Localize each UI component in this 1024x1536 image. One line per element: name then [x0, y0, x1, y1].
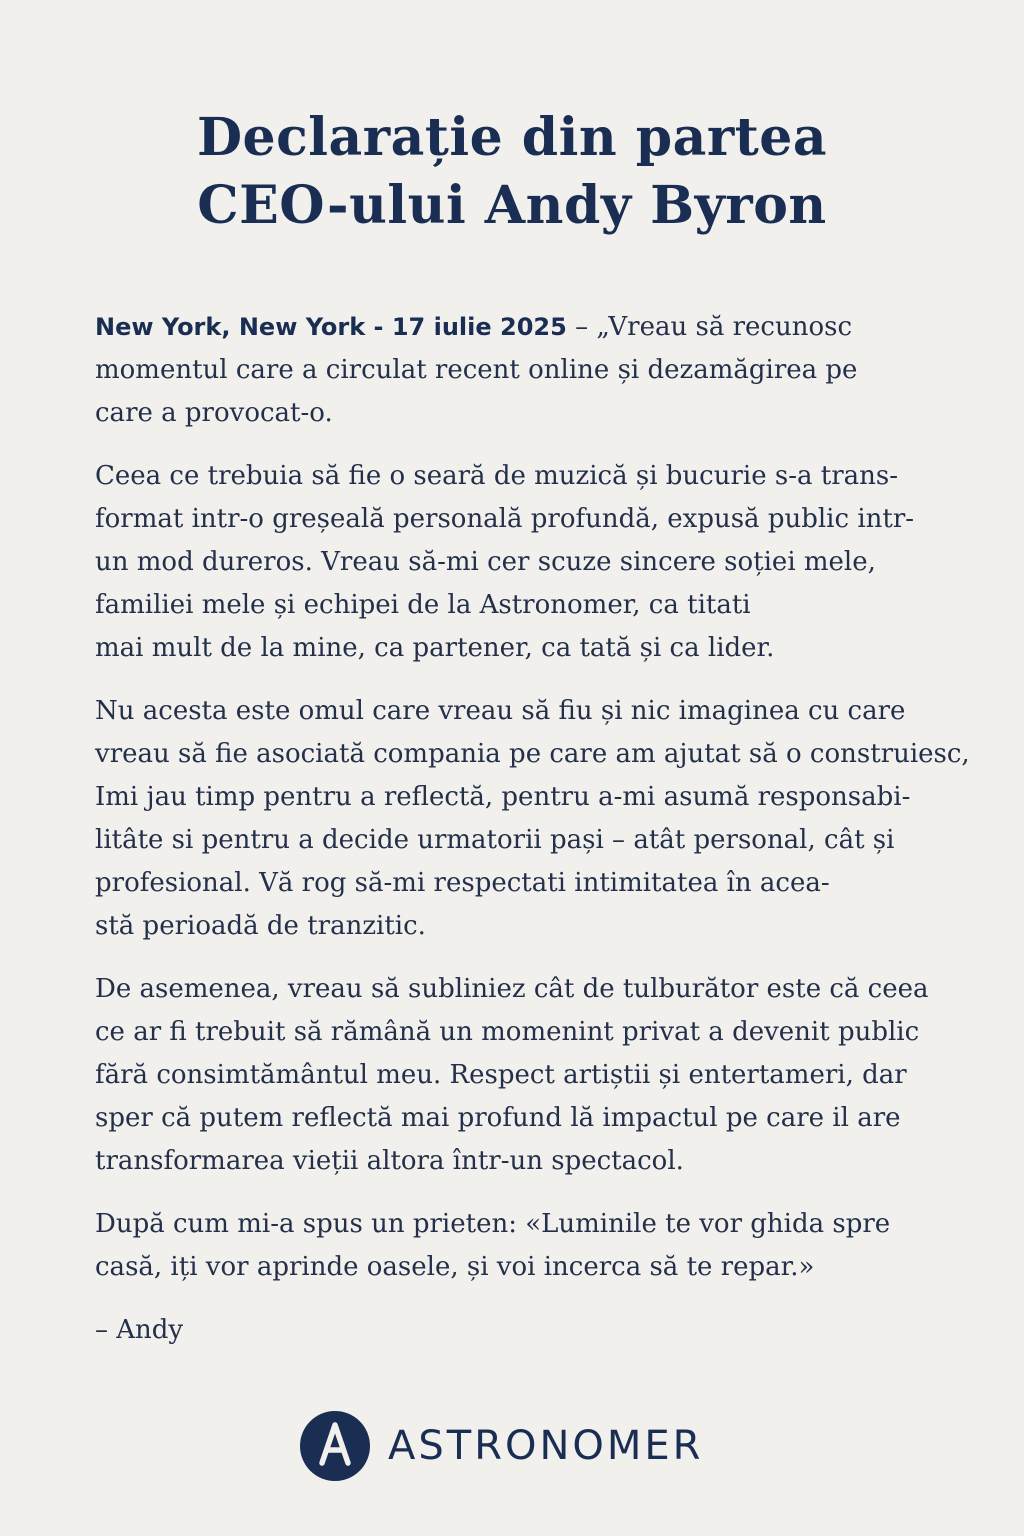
paragraph-line: stă perioadă de tranzitic.	[95, 911, 426, 941]
paragraph-line: ce ar fi trebuit să rămână un momenint privat a devenit public	[95, 1017, 920, 1047]
paragraph-line: litâte si pentru a decide urmatorii pași – atât personal, cât și	[95, 825, 895, 855]
paragraph-gap	[95, 1183, 955, 1203]
paragraph-line: sper că putem reflectă mai profund lă impactul pe care il are	[95, 1103, 901, 1133]
paragraph-text: – „Vreau să recunosc	[575, 312, 853, 342]
paragraph-line: vreau să fie asociată compania pe care am ajutat să o construiesc,	[95, 739, 970, 769]
paragraph-line: familiei mele și echipei de la Astronomer, ca titati	[95, 590, 751, 620]
paragraph-line: un mod dureros. Vreau să-mi cer scuze sincere soției mele,	[95, 547, 876, 577]
logo-wordmark: ASTRONOMER	[388, 1423, 704, 1469]
paragraph-intro	[95, 306, 955, 435]
paragraph-quote	[95, 1203, 955, 1289]
paragraph-line: fără consimtământul meu. Respect artiștii și entertameri, dar	[95, 1060, 907, 1090]
paragraph-line: care a provocat-o.	[95, 398, 333, 428]
paragraph-gap	[95, 1289, 955, 1309]
title-line: Declarație din partea	[196, 107, 828, 168]
page-title	[0, 104, 1024, 240]
paragraph-line: format intr-o greșeală personală profundă, expusă public intr-	[95, 504, 915, 534]
dateline: New York, New York - 17 iulie 2025	[95, 313, 567, 341]
statement-body	[95, 306, 970, 1352]
astronomer-logo-icon	[300, 1411, 370, 1481]
paragraph-line: mai mult de la mine, ca partener, ca tată și ca lider.	[95, 633, 775, 663]
paragraph-line: profesional. Vă rog să-mi respectati intimitatea în acea-	[95, 868, 830, 898]
paragraph-apology	[95, 455, 955, 670]
paragraph-line: Nu acesta este omul care vreau să fiu și nic imaginea cu care	[95, 696, 906, 726]
paragraph-line	[95, 306, 955, 349]
astronomer-logo	[300, 1408, 703, 1484]
signature: – Andy	[95, 1315, 184, 1345]
paragraph-gap	[95, 435, 955, 455]
paragraph-line: momentul care a circulat recent online și dezamăgirea pe	[95, 355, 858, 385]
paragraph-line: De asemenea, vreau să subliniez cât de tulburător este că ceea	[95, 974, 929, 1004]
paragraph-line: Ceea ce trebuia să fie o seară de muzică și bucurie s-a trans-	[95, 461, 899, 491]
paragraph-line: După cum mi-a spus un prieten: «Luminile te vor ghida spre	[95, 1209, 891, 1239]
paragraph-gap	[95, 948, 955, 968]
paragraph-line: Imi jau timp pentru a reflectă, pentru a-mi asumă responsabi-	[95, 782, 911, 812]
paragraph-gap	[95, 670, 955, 690]
paragraph-line: casă, iți vor aprinde oasele, și voi incerca să te repar.»	[95, 1252, 815, 1282]
paragraph-privacy	[95, 968, 955, 1183]
title-line: CEO-ului Andy Byron	[197, 175, 827, 236]
paragraph-reflection	[95, 690, 970, 948]
paragraph-line: transformarea vieții altora într-un spectacol.	[95, 1146, 684, 1176]
